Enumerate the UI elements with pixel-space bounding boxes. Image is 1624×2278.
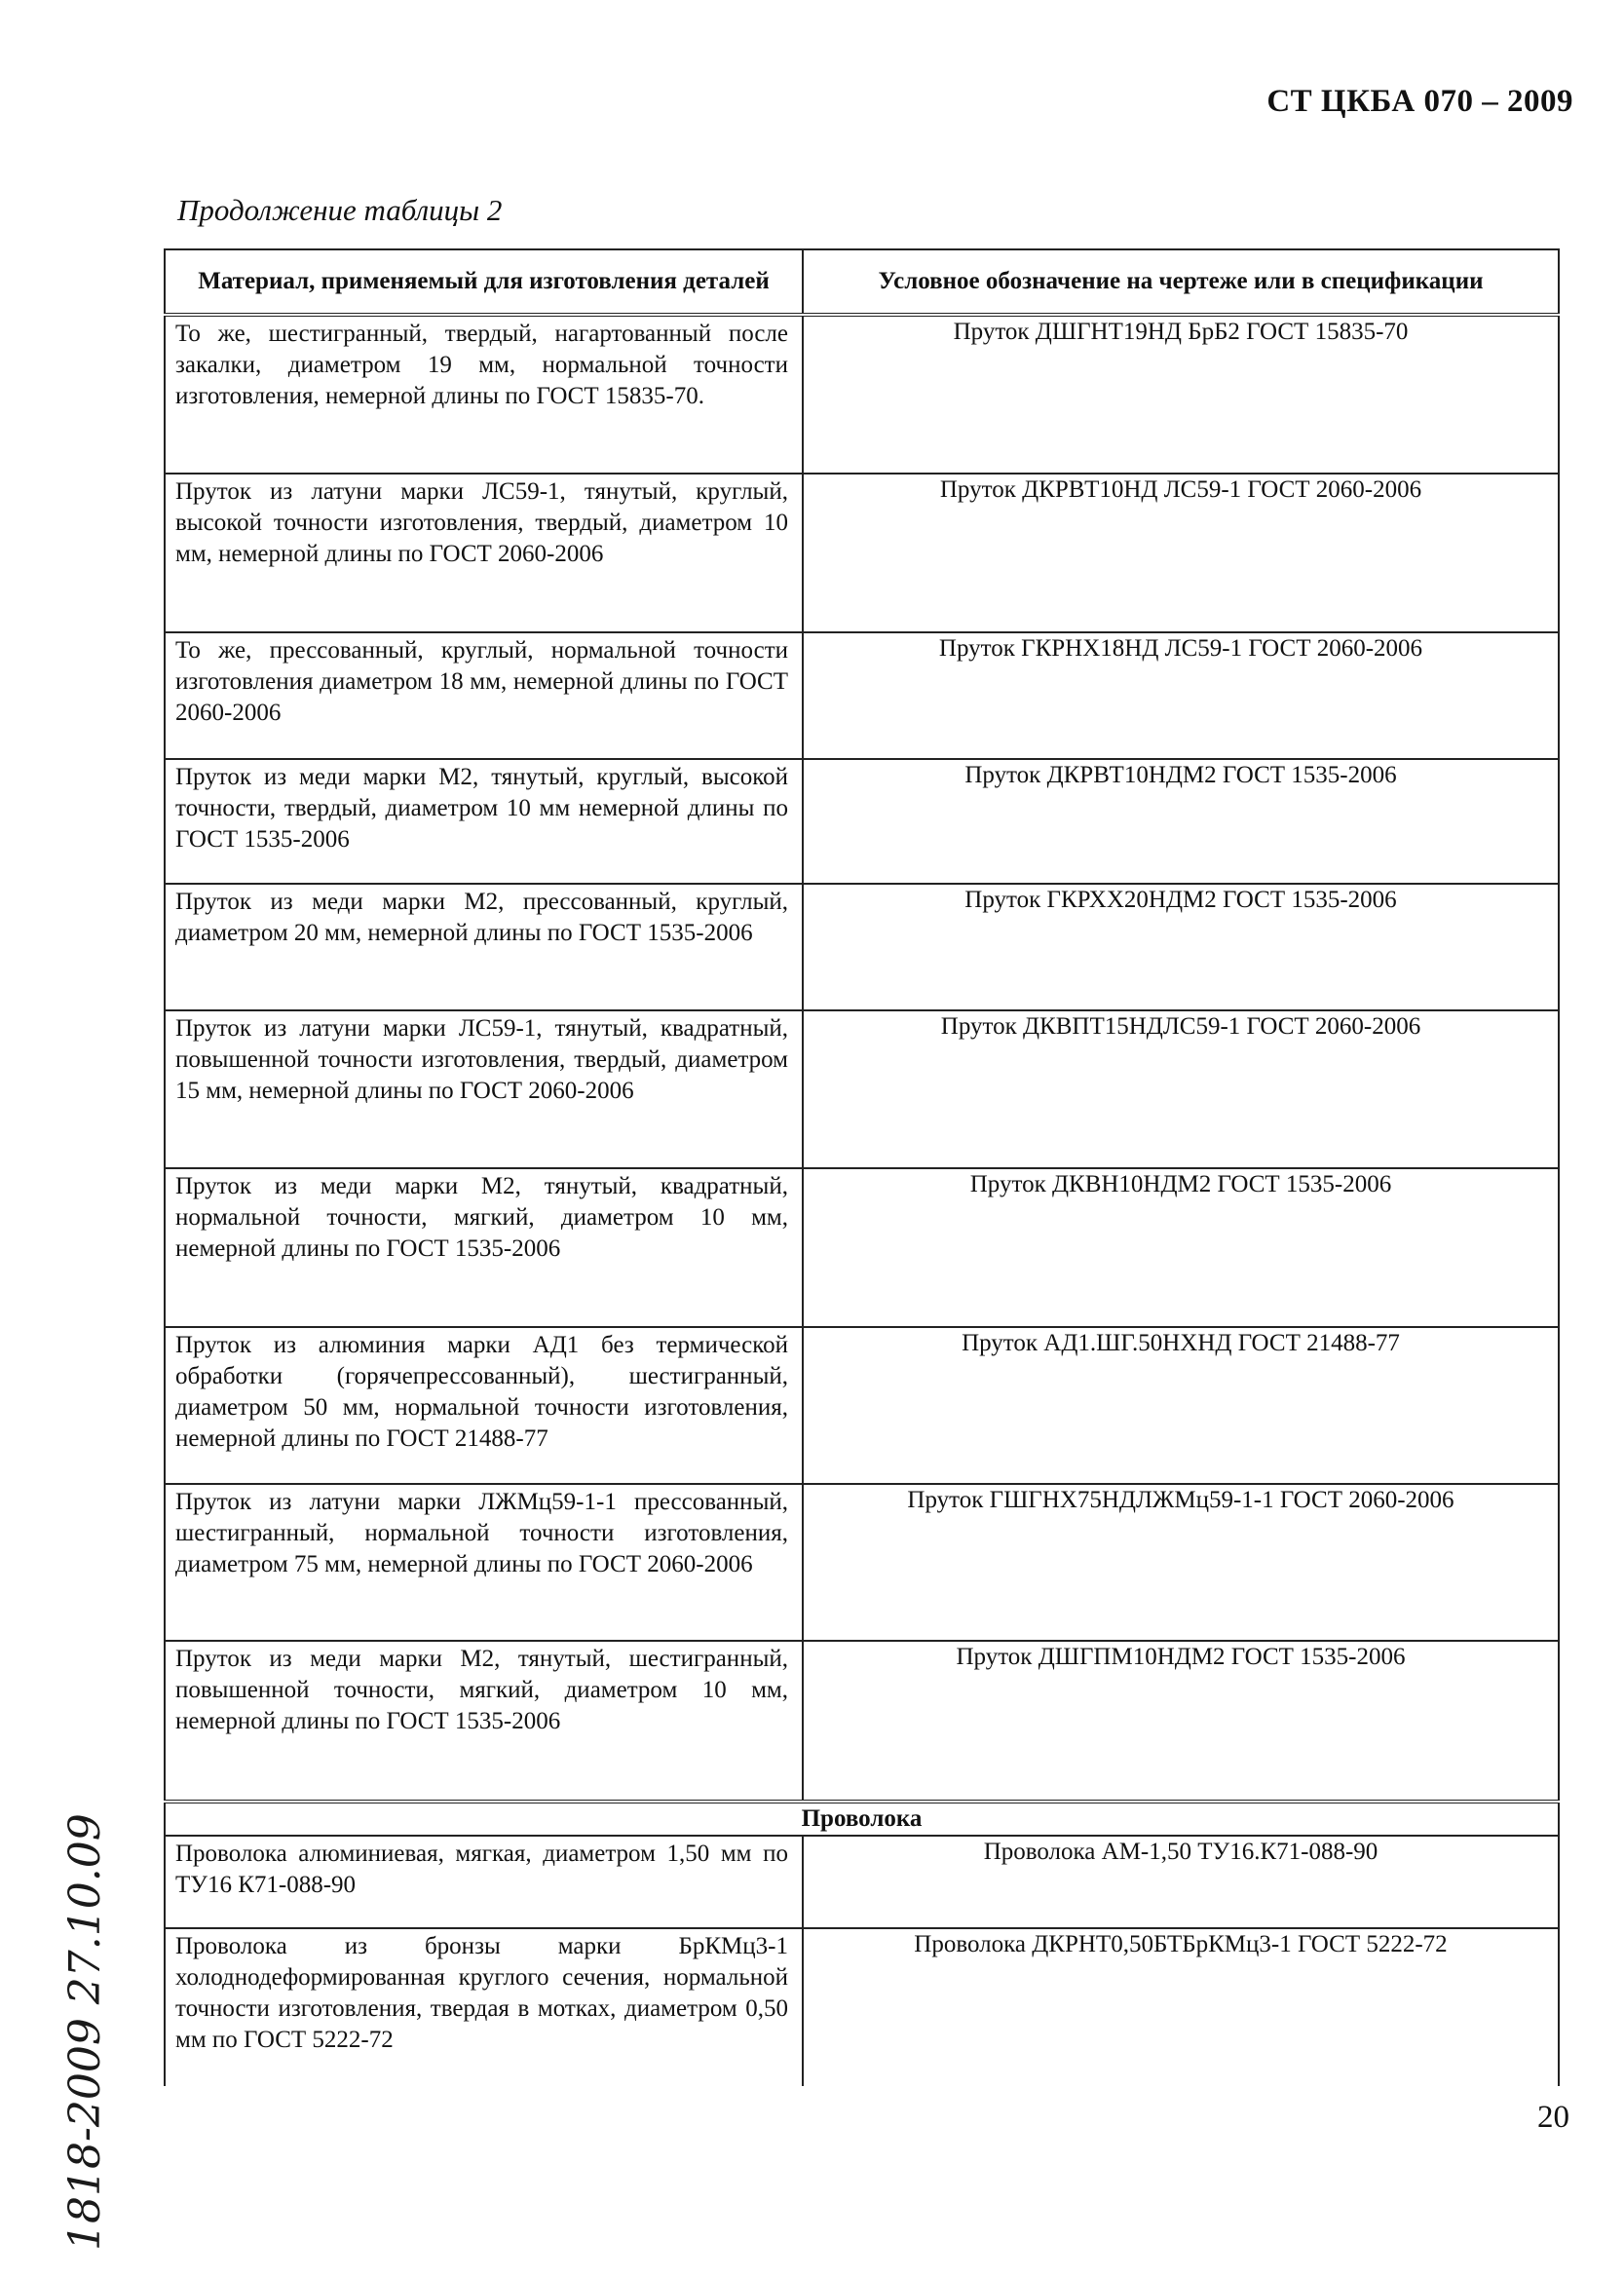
section-row [165,1802,1559,1836]
document-code: СТ ЦКБА 070 – 2009 [1266,84,1573,119]
handwritten-note-text: 1818-2009 27.10.09 [60,1813,110,2251]
table-row [165,315,1559,474]
table-row [165,1168,1559,1327]
column-header-material: Материал, применяемый для изготовления деталей [165,249,803,315]
table-row [165,632,1559,759]
handwritten-margin-note [43,1715,131,2260]
material-cell: Пруток из латуни марки ЛС59-1, тянутый, квадратный, повышенной точности изготовления, твердый, диаметром 15 мм, немерной длины по ГОСТ 2060-2006 [165,1010,803,1168]
designation-cell: Проволока ДКРНТ0,50БТБрКМц3-1 ГОСТ 5222-72 [803,1928,1559,2086]
page-number: 20 [1537,2100,1569,2135]
table-header-row [165,249,1559,315]
material-cell: Пруток из алюминия марки АД1 без термической обработки (горячепрессованный), шестигранный, диаметром 50 мм, нормальной точности изготовления, немерной длины по ГОСТ 21488-77 [165,1327,803,1484]
designation-cell: Пруток ДШГПМ10НДМ2 ГОСТ 1535-2006 [803,1641,1559,1802]
material-cell: Пруток из латуни марки ЛС59-1, тянутый, круглый, высокой точности изготовления, твердый, диаметром 10 мм, немерной длины по ГОСТ 2060-2006 [165,474,803,632]
designation-cell: Пруток ГКРНХ18НД ЛС59-1 ГОСТ 2060-2006 [803,632,1559,759]
material-cell: Пруток из меди марки М2, тянутый, круглый, высокой точности, твердый, диаметром 10 мм немерной длины по ГОСТ 1535-2006 [165,759,803,884]
designation-cell: Пруток ДШГНТ19НД БрБ2 ГОСТ 15835-70 [803,315,1559,474]
table-row [165,1928,1559,2086]
material-cell: Пруток из меди марки М2, прессованный, круглый, диаметром 20 мм, немерной длины по ГОСТ 1535-2006 [165,884,803,1010]
designation-cell: Пруток ДКРВТ10НДМ2 ГОСТ 1535-2006 [803,759,1559,884]
column-header-designation: Условное обозначение на чертеже или в спецификации [803,249,1559,315]
material-cell: Проволока алюминиевая, мягкая, диаметром 1,50 мм по ТУ16 К71-088-90 [165,1836,803,1928]
designation-cell: Пруток ГШГНХ75НДЛЖМц59-1-1 ГОСТ 2060-2006 [803,1484,1559,1641]
material-cell: Проволока из бронзы марки БрКМц3-1 холоднодеформированная круглого сечения, нормальной точности изготовления, твердая в мотках, диаметром 0,50 мм по ГОСТ 5222-72 [165,1928,803,2086]
table-row [165,1327,1559,1484]
designation-cell: Проволока АМ-1,50 ТУ16.К71-088-90 [803,1836,1559,1928]
table-caption: Продолжение таблицы 2 [177,193,503,227]
material-cell: Пруток из меди марки М2, тянутый, шестигранный, повышенной точности, мягкий, диаметром 10 мм, немерной длины по ГОСТ 1535-2006 [165,1641,803,1802]
material-cell: Пруток из меди марки М2, тянутый, квадратный, нормальной точности, мягкий, диаметром 10 мм, немерной длины по ГОСТ 1535-2006 [165,1168,803,1327]
designation-cell: Пруток ДКВПТ15НДЛС59-1 ГОСТ 2060-2006 [803,1010,1559,1168]
designation-cell: Пруток ДКВН10НДМ2 ГОСТ 1535-2006 [803,1168,1559,1327]
table-row [165,759,1559,884]
designation-cell: Пруток ГКРХХ20НДМ2 ГОСТ 1535-2006 [803,884,1559,1010]
table-row [165,1641,1559,1802]
designation-cell: Пруток ДКРВТ10НД ЛС59-1 ГОСТ 2060-2006 [803,474,1559,632]
material-cell: То же, прессованный, круглый, нормальной точности изготовления диаметром 18 мм, немерной длины по ГОСТ 2060-2006 [165,632,803,759]
table-row [165,474,1559,632]
table-row [165,1836,1559,1928]
table-row [165,884,1559,1010]
material-cell: Пруток из латуни марки ЛЖМц59-1-1 прессованный, шестигранный, нормальной точности изготовления, диаметром 75 мм, немерной длины по ГОСТ 2060-2006 [165,1484,803,1641]
table-row [165,1010,1559,1168]
table-row [165,1484,1559,1641]
materials-table [164,248,1560,2086]
material-cell: То же, шестигранный, твердый, нагартованный после закалки, диаметром 19 мм, нормальной точности изготовления, немерной длины по ГОСТ 15835-70. [165,315,803,474]
designation-cell: Пруток АД1.ШГ.50НХНД ГОСТ 21488-77 [803,1327,1559,1484]
section-title: Проволока [165,1802,1559,1836]
